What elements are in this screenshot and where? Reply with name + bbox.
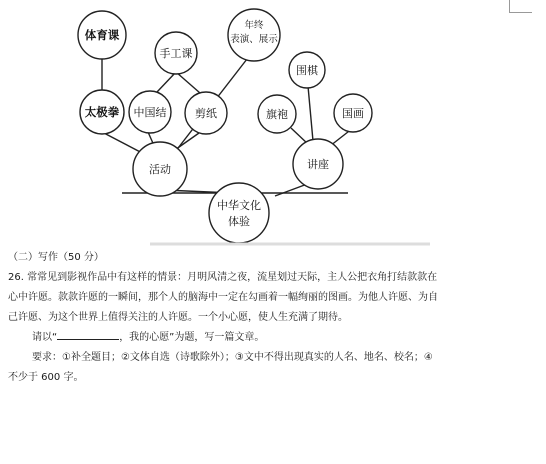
svg-text:表演、展示: 表演、展示	[230, 34, 278, 45]
node-label: 手工课	[159, 47, 193, 60]
node-taijiquan	[80, 90, 124, 134]
node-tiyuke	[78, 11, 126, 59]
node-guohua	[334, 94, 372, 132]
requirements-line-1: 要求：①补全题目；②文体自选（诗歌除外）；③文中不得出现真实的人名、地名、校名；④	[32, 352, 433, 363]
node-root	[209, 183, 269, 243]
node-label: 中国结	[133, 106, 167, 119]
svg-text:体验: 体验	[228, 215, 250, 228]
prompt-line	[8, 328, 538, 348]
node-huodong	[133, 142, 187, 196]
title-blank	[57, 329, 119, 340]
node-label: 讲座	[307, 158, 329, 171]
node-label: 剪纸	[195, 107, 217, 120]
node-shougongke	[155, 32, 197, 74]
question-text-1: 常常见到影视作品中有这样的情景：月明风清之夜，流星划过天际，主人公把衣角打结款款在	[27, 272, 438, 283]
question-line-3: 己许愿、为这个世界上值得关注的人许愿。一个小心愿，使人生充满了期待。	[8, 312, 348, 323]
prompt-suffix: ，我的心愿”为题，写一篇文章。	[119, 332, 265, 343]
node-weiqi	[289, 52, 325, 88]
node-qipao	[258, 95, 296, 133]
writing-section	[8, 248, 538, 388]
node-label: 围棋	[296, 64, 318, 77]
node-nianzhong	[228, 9, 280, 61]
node-label: 旗袍	[266, 108, 288, 121]
node-label: 体育课	[84, 28, 120, 42]
question-number: 26.	[8, 272, 24, 283]
svg-text:年终: 年终	[244, 20, 264, 31]
node-label: 活动	[149, 163, 171, 176]
svg-text:中华文化: 中华文化	[217, 199, 261, 212]
node-label: 国画	[342, 107, 364, 120]
requirements-line-2: 不少于 600 字。	[8, 372, 84, 383]
node-label: 太极拳	[84, 105, 120, 119]
section-heading: （二）写作（50 分）	[8, 252, 104, 263]
node-jiangzuo	[293, 139, 343, 189]
prompt-prefix: 请以“	[32, 332, 58, 343]
node-jianzhi	[185, 92, 227, 134]
node-zhongguojie	[129, 91, 171, 133]
question-line-2: 心中许愿。款款许愿的一瞬间，那个人的脑海中一定在勾画着一幅绚丽的图画。为他人许愿、为自	[8, 292, 438, 303]
question-line-1	[8, 268, 538, 288]
